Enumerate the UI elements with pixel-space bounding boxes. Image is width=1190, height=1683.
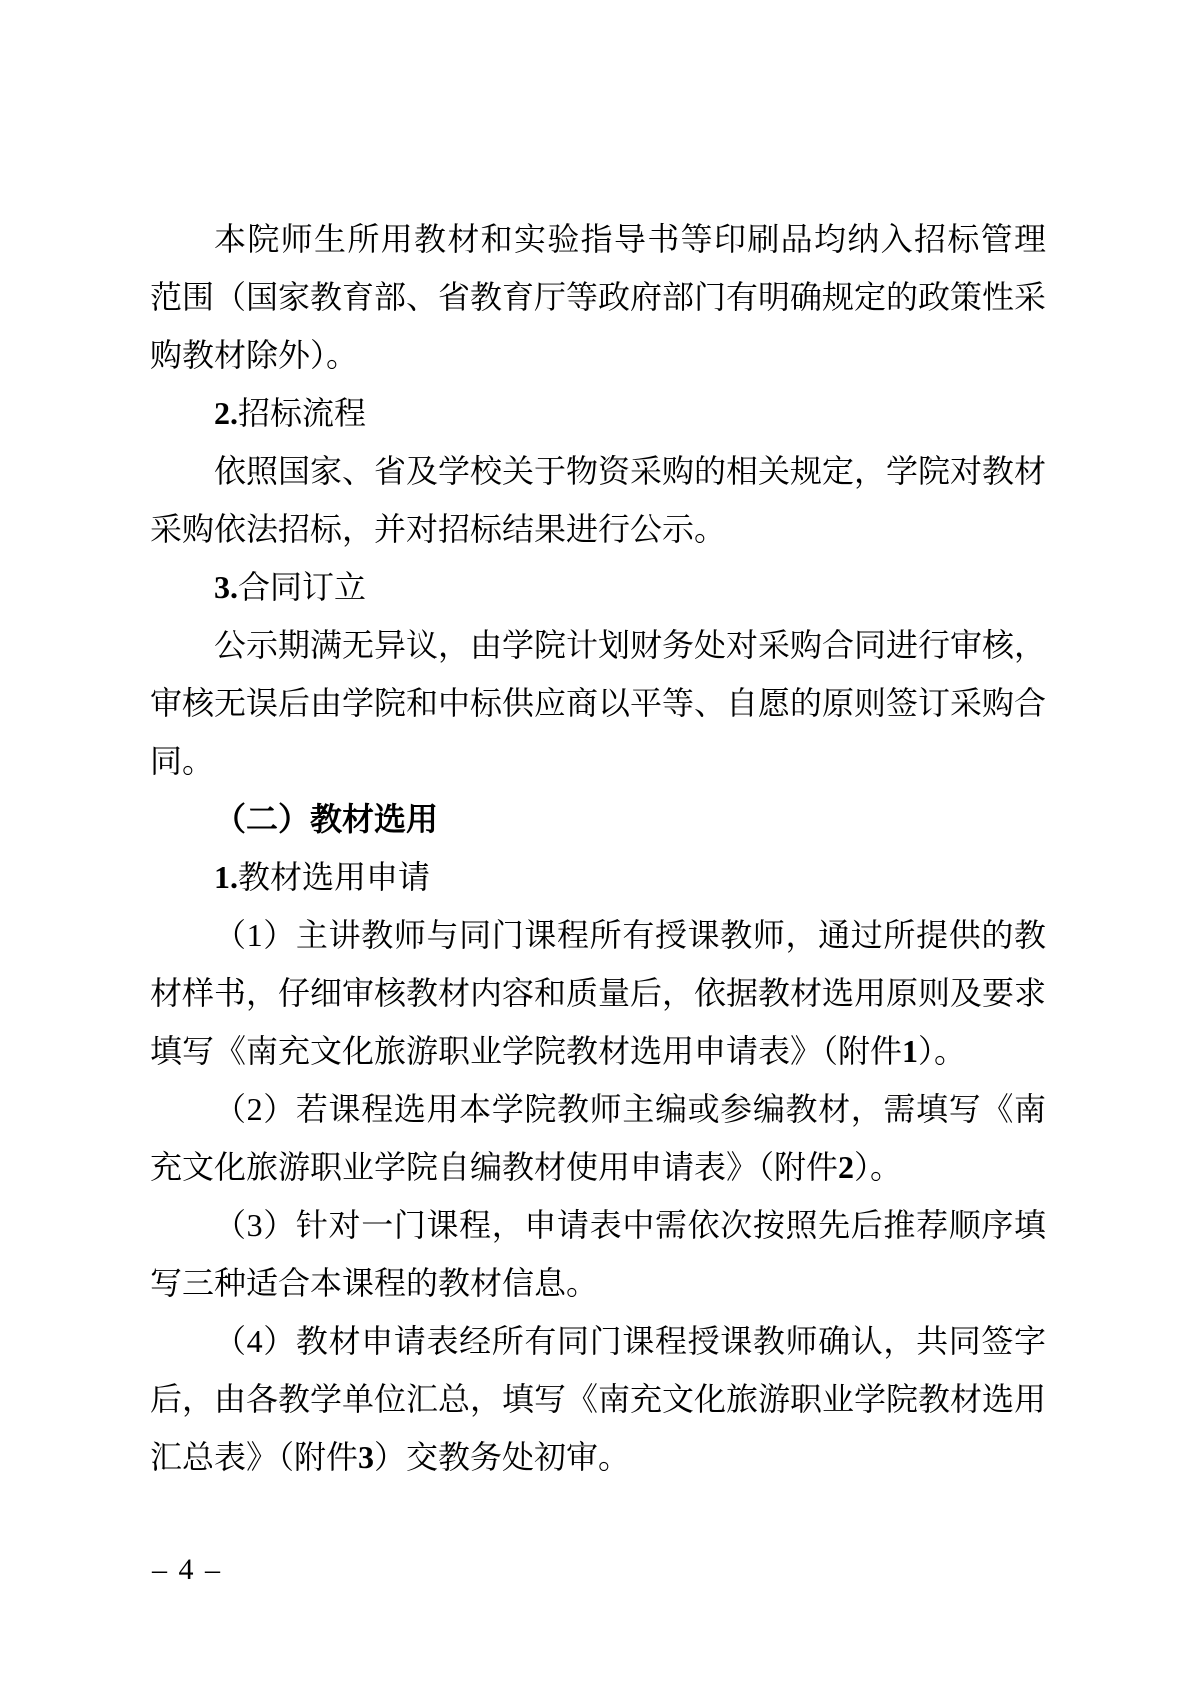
paragraph-line bbox=[150, 674, 1046, 732]
line-text: 填写《南充文化旅游职业学院教材选用申请表》（附件 bbox=[150, 1033, 903, 1069]
line-text: 购教材除外）。 bbox=[150, 337, 359, 373]
paragraph-line bbox=[150, 326, 1046, 384]
line-text: 后，由各教学单位汇总，填写《南充文化旅游职业学院教材选用 bbox=[150, 1381, 1047, 1417]
line-text: 汇总表》（附件 bbox=[150, 1439, 359, 1475]
paragraph-line bbox=[150, 616, 1046, 674]
paragraph-line bbox=[150, 1370, 1046, 1428]
line-text: （1）主讲教师与同门课程所有授课教师，通过所提供的教 bbox=[214, 917, 1046, 953]
page-number: – 4 – bbox=[152, 1553, 222, 1586]
section-heading bbox=[150, 384, 1046, 442]
heading-number: 1. bbox=[214, 859, 238, 895]
line-text: 公示期满无异议，由学院计划财务处对采购合同进行审核， bbox=[214, 627, 1047, 663]
line-text: （3）针对一门课程，申请表中需依次按照先后推荐顺序填 bbox=[214, 1207, 1046, 1243]
heading-text: 教材选用申请 bbox=[238, 859, 431, 895]
paragraph-line bbox=[150, 1254, 1046, 1312]
line-text: ）。 bbox=[854, 1149, 903, 1185]
line-text: 材样书，仔细审核教材内容和质量后，依据教材选用原则及要求 bbox=[150, 975, 1047, 1011]
line-text: 审核无误后由学院和中标供应商以平等、自愿的原则签订采购合 bbox=[150, 685, 1047, 721]
line-text: ）。 bbox=[918, 1033, 967, 1069]
line-text: 写三种适合本课程的教材信息。 bbox=[150, 1265, 599, 1301]
line-text: 采购依法招标，并对招标结果进行公示。 bbox=[150, 511, 727, 547]
section-heading bbox=[150, 790, 1046, 848]
attachment-number: 2 bbox=[838, 1149, 855, 1185]
paragraph-line bbox=[150, 500, 1046, 558]
paragraph-line bbox=[150, 1312, 1046, 1370]
paragraph-line bbox=[150, 442, 1046, 500]
line-text: 充文化旅游职业学院自编教材使用申请表》（附件 bbox=[150, 1149, 839, 1185]
paragraph-line bbox=[150, 1138, 1046, 1196]
paragraph-line bbox=[150, 210, 1046, 268]
paragraph-line bbox=[150, 1080, 1046, 1138]
section-heading bbox=[150, 848, 1046, 906]
line-text: 本院师生所用教材和实验指导书等印刷品均纳入招标管理 bbox=[214, 221, 1046, 257]
paragraph-line bbox=[150, 732, 1046, 790]
document-body bbox=[150, 210, 1046, 1486]
line-text: 范围（国家教育部、省教育厅等政府部门有明确规定的政策性采 bbox=[150, 279, 1047, 315]
line-text: （4）教材申请表经所有同门课程授课教师确认，共同签字 bbox=[214, 1323, 1046, 1359]
line-text: 依照国家、省及学校关于物资采购的相关规定，学院对教材 bbox=[214, 453, 1047, 489]
paragraph-line bbox=[150, 964, 1046, 1022]
paragraph-line bbox=[150, 906, 1046, 964]
heading-text: 招标流程 bbox=[238, 395, 367, 431]
heading-number: 3. bbox=[214, 569, 238, 605]
paragraph-line bbox=[150, 1196, 1046, 1254]
attachment-number: 3 bbox=[358, 1439, 375, 1475]
attachment-number: 1 bbox=[902, 1033, 919, 1069]
section-heading bbox=[150, 558, 1046, 616]
line-text: 同。 bbox=[150, 743, 215, 779]
heading-text: （二）教材选用 bbox=[214, 801, 439, 837]
paragraph-line bbox=[150, 268, 1046, 326]
paragraph-line bbox=[150, 1428, 1046, 1486]
paragraph-line bbox=[150, 1022, 1046, 1080]
line-text: ）交教务处初审。 bbox=[374, 1439, 631, 1475]
heading-text: 合同订立 bbox=[238, 569, 367, 605]
line-text: （2）若课程选用本学院教师主编或参编教材，需填写《南 bbox=[214, 1091, 1046, 1127]
heading-number: 2. bbox=[214, 395, 238, 431]
